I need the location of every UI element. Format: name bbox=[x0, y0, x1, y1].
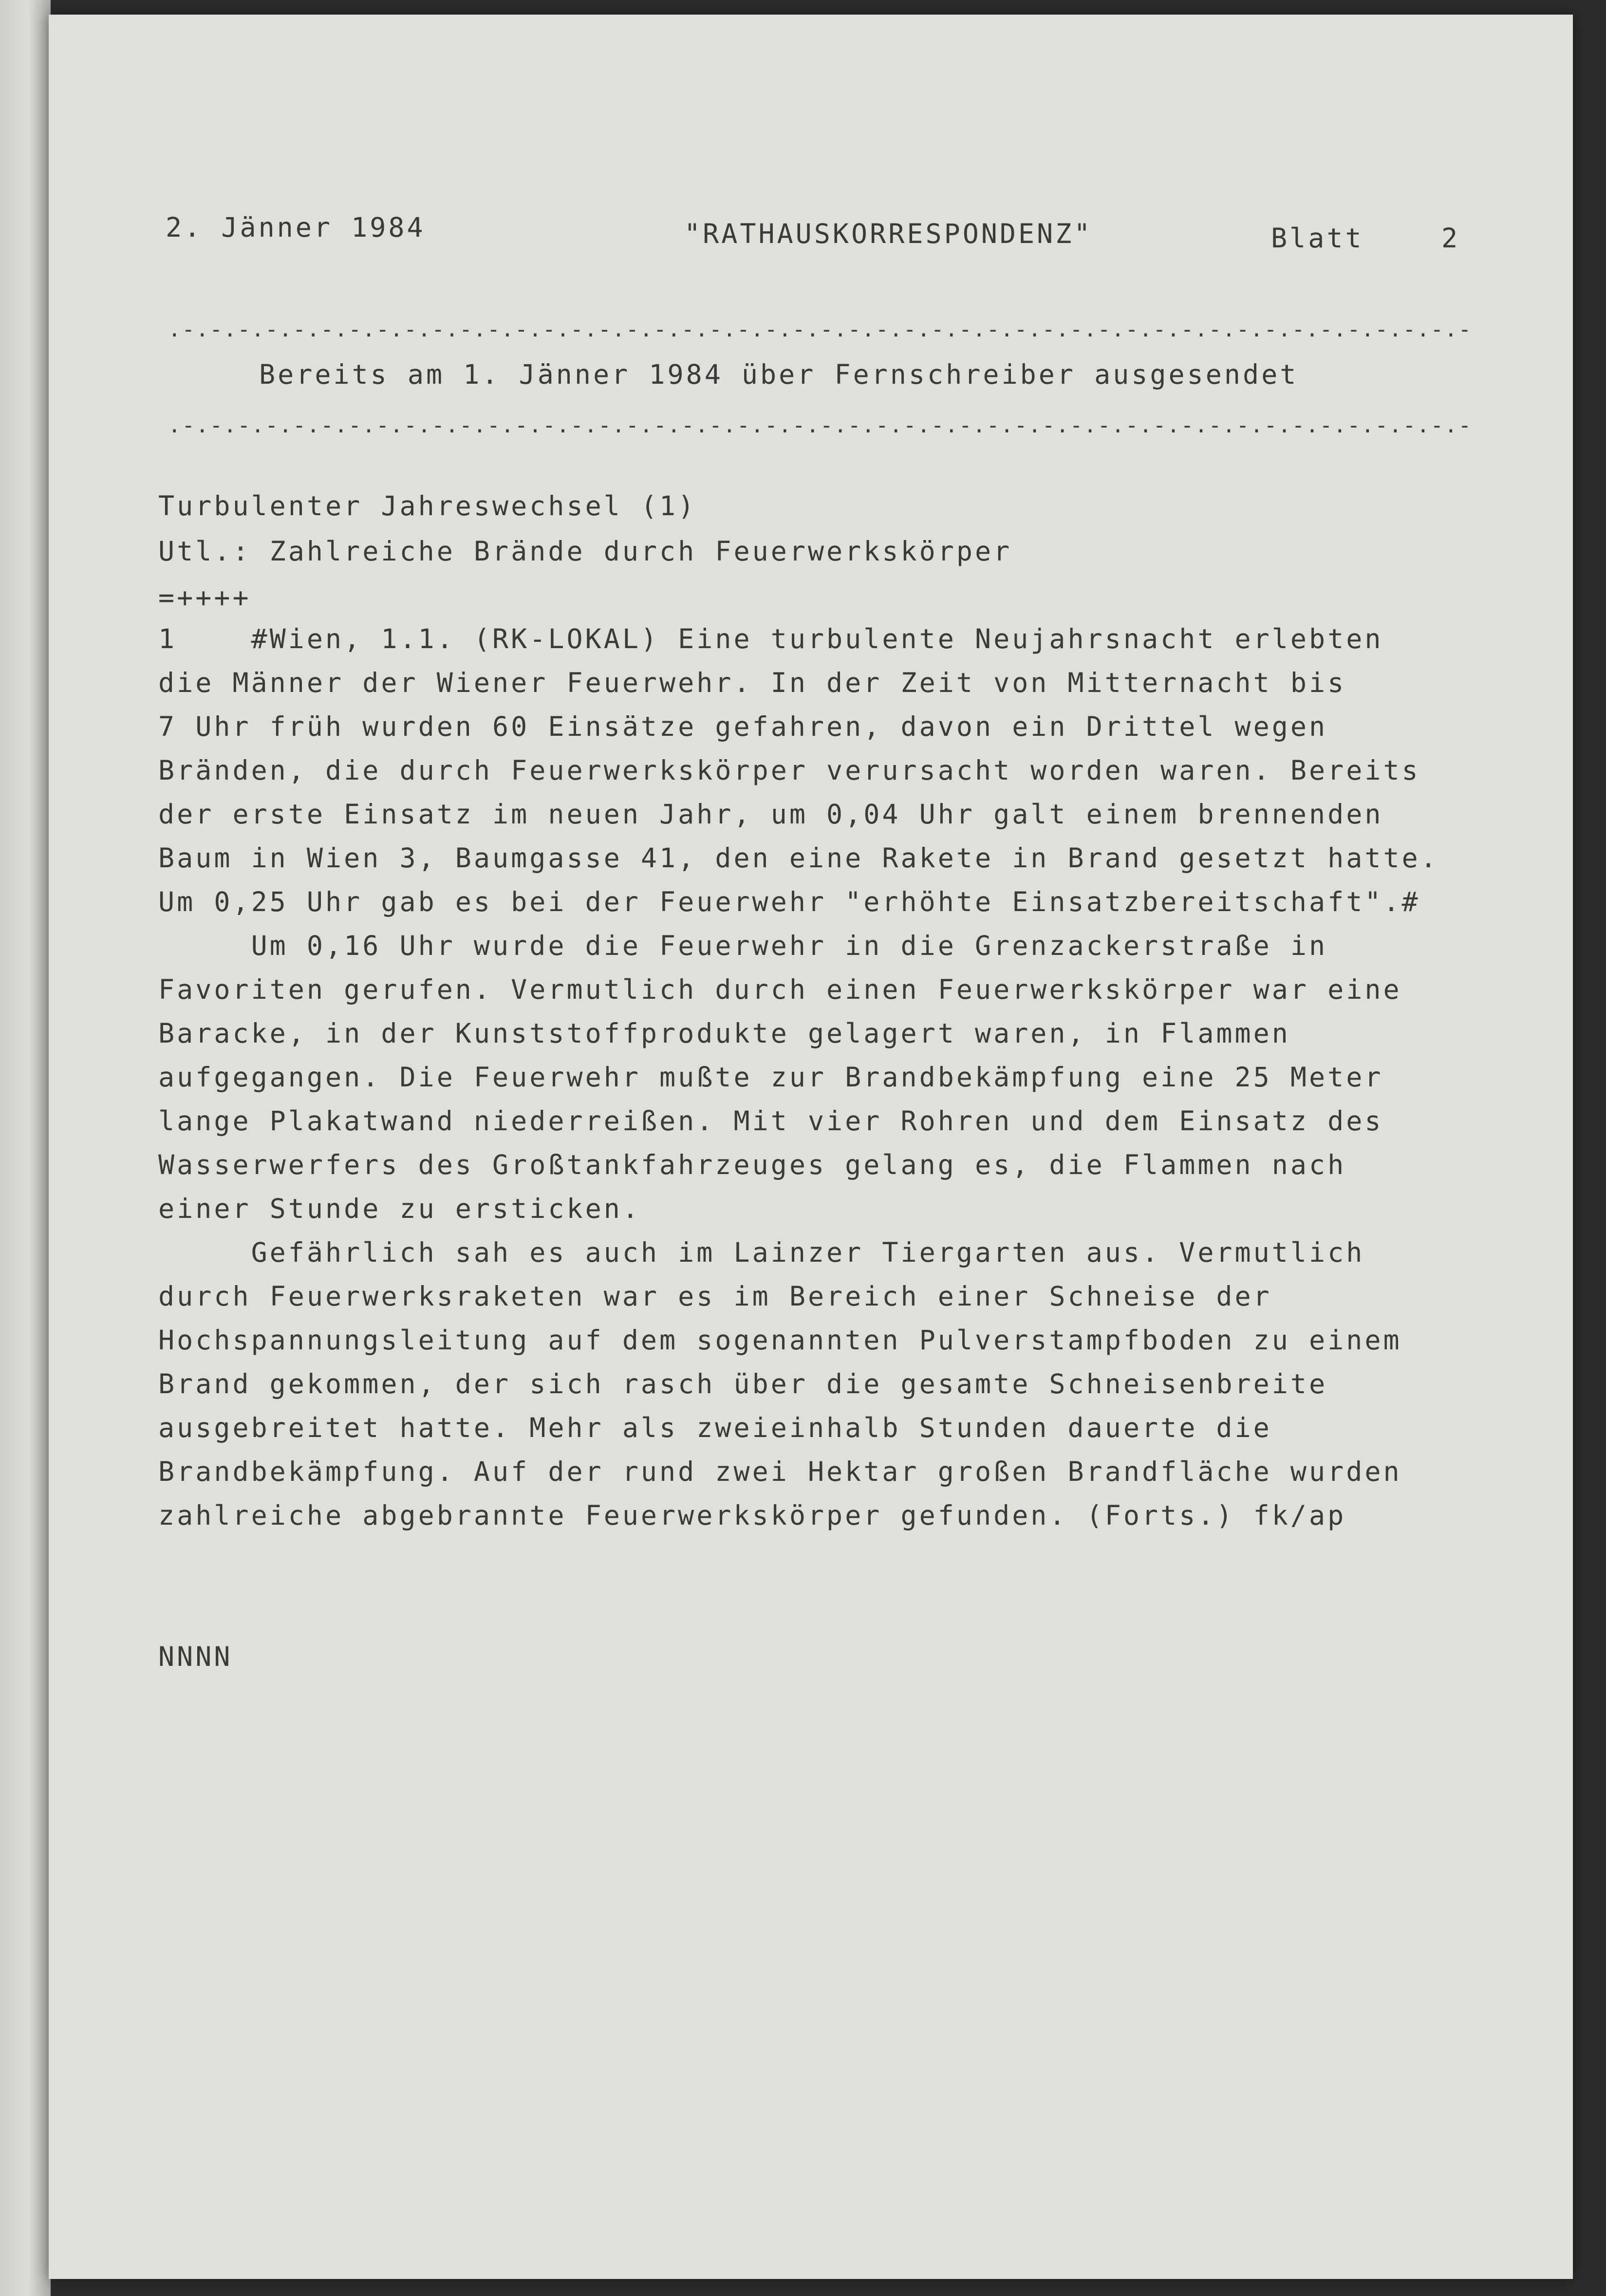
document-page bbox=[49, 15, 1573, 2279]
header-sheet-label: Blatt bbox=[1271, 223, 1364, 254]
article-line: durch Feuerwerksraketen war es im Bereich einer Schneise der bbox=[158, 1281, 1272, 1312]
article-line: Baum in Wien 3, Baumgasse 41, den eine Rakete in Brand gesetzt hatte. bbox=[158, 842, 1439, 874]
article-line: Bränden, die durch Feuerwerkskörper verursacht worden waren. Bereits bbox=[158, 755, 1420, 786]
end-mark: NNNN bbox=[158, 1641, 233, 1672]
article-line: der erste Einsatz im neuen Jahr, um 0,04 Uhr galt einem brennenden bbox=[158, 799, 1383, 830]
adjacent-page-edge bbox=[0, 0, 51, 2296]
article-title: Turbulenter Jahreswechsel (1) bbox=[158, 490, 697, 522]
article-line: Baracke, in der Kunststoffprodukte gelagert waren, in Flammen bbox=[158, 1018, 1290, 1049]
transmission-notice: Bereits am 1. Jänner 1984 über Fernschreiber ausgesendet bbox=[259, 359, 1299, 390]
article-line: ausgebreitet hatte. Mehr als zweieinhalb Stunden dauerte die bbox=[158, 1412, 1272, 1443]
article-line: einer Stunde zu ersticken. bbox=[158, 1193, 641, 1224]
article-line: lange Plakatwand niederreißen. Mit vier Rohren und dem Einsatz des bbox=[158, 1105, 1383, 1137]
article-line: Favoriten gerufen. Vermutlich durch einen Feuerwerkskörper war eine bbox=[158, 974, 1402, 1005]
article-line: 7 Uhr früh wurden 60 Einsätze gefahren, davon ein Drittel wegen bbox=[158, 711, 1328, 742]
divider-bottom: .-.-.-.-.-.-.-.-.-.-.-.-.-.-.-.-.-.-.-.-.-.-.-.-.-.-.-.-.-.-.-.-.-.-.-.-.-.-.-.-.-.-.-.-.-.-.- bbox=[168, 413, 1473, 438]
article-line: Wasserwerfers des Großtankfahrzeuges gelang es, die Flammen nach bbox=[158, 1149, 1346, 1180]
article-line: Um 0,16 Uhr wurde die Feuerwehr in die Grenzackerstraße in bbox=[158, 930, 1328, 961]
header-publication: "RATHAUSKORRESPONDENZ" bbox=[684, 218, 1093, 249]
article-line: Um 0,25 Uhr gab es bei der Feuerwehr "erhöhte Einsatzbereitschaft".# bbox=[158, 886, 1420, 917]
header-date: 2. Jänner 1984 bbox=[166, 212, 426, 243]
divider-top: .-.-.-.-.-.-.-.-.-.-.-.-.-.-.-.-.-.-.-.-.-.-.-.-.-.-.-.-.-.-.-.-.-.-.-.-.-.-.-.-.-.-.-.-.-.-.- bbox=[168, 317, 1473, 342]
article-marker: =++++ bbox=[158, 582, 251, 613]
article-line: 1 #Wien, 1.1. (RK-LOKAL) Eine turbulente Neujahrsnacht erlebten bbox=[158, 623, 1383, 654]
article-line: zahlreiche abgebrannte Feuerwerkskörper gefunden. (Forts.) fk/ap bbox=[158, 1500, 1346, 1531]
article-line: Brand gekommen, der sich rasch über die gesamte Schneisenbreite bbox=[158, 1368, 1328, 1400]
article-line: die Männer der Wiener Feuerwehr. In der Zeit von Mitternacht bis bbox=[158, 667, 1346, 698]
header-sheet-number: 2 bbox=[1441, 223, 1460, 254]
article-line: Brandbekämpfung. Auf der rund zwei Hektar großen Brandfläche wurden bbox=[158, 1456, 1402, 1487]
article-line: Gefährlich sah es auch im Lainzer Tiergarten aus. Vermutlich bbox=[158, 1237, 1365, 1268]
article-subtitle: Utl.: Zahlreiche Brände durch Feuerwerkskörper bbox=[158, 536, 1012, 567]
article-line: aufgegangen. Die Feuerwehr mußte zur Brandbekämpfung eine 25 Meter bbox=[158, 1062, 1383, 1093]
article-line: Hochspannungsleitung auf dem sogenannten Pulverstampfboden zu einem bbox=[158, 1325, 1402, 1356]
